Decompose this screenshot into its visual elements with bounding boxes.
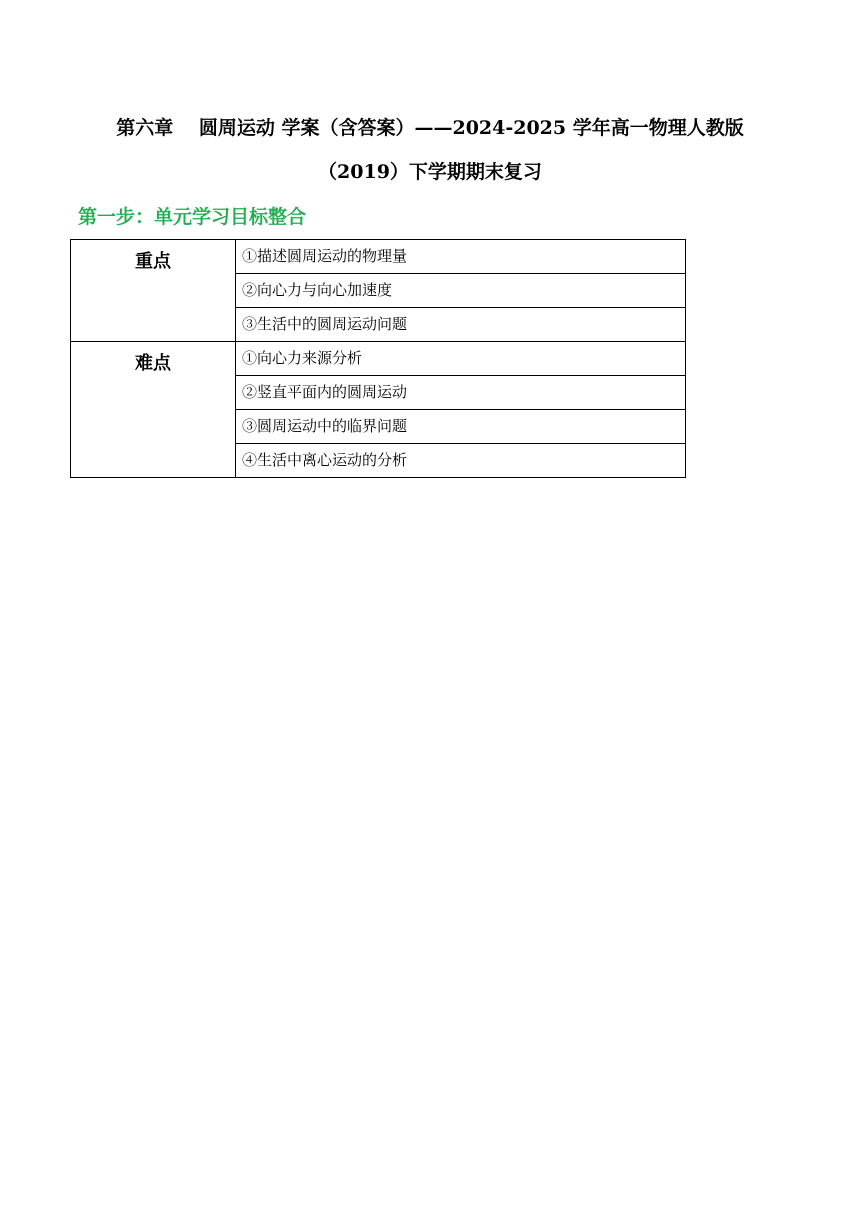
category-cell-key-points: 重点	[71, 240, 236, 342]
table-row	[71, 240, 686, 274]
learning-goals-table	[70, 239, 686, 478]
goal-item: ②竖直平面内的圆周运动	[236, 376, 686, 410]
goal-item: ①描述圆周运动的物理量	[236, 240, 686, 274]
goal-item: ①向心力来源分析	[236, 342, 686, 376]
goal-item: ③生活中的圆周运动问题	[236, 308, 686, 342]
goal-item: ④生活中离心运动的分析	[236, 444, 686, 478]
document-title-line-2: （2019）下学期期末复习	[318, 161, 542, 183]
goal-item: ③圆周运动中的临界问题	[236, 410, 686, 444]
section-heading: 第一步：单元学习目标整合	[78, 206, 307, 228]
goal-item: ②向心力与向心加速度	[236, 274, 686, 308]
table-row	[71, 342, 686, 376]
document-title-line-1: 第六章 圆周运动 学案（含答案）——2024-2025 学年高一物理人教版	[116, 117, 744, 139]
category-cell-difficult-points: 难点	[71, 342, 236, 478]
